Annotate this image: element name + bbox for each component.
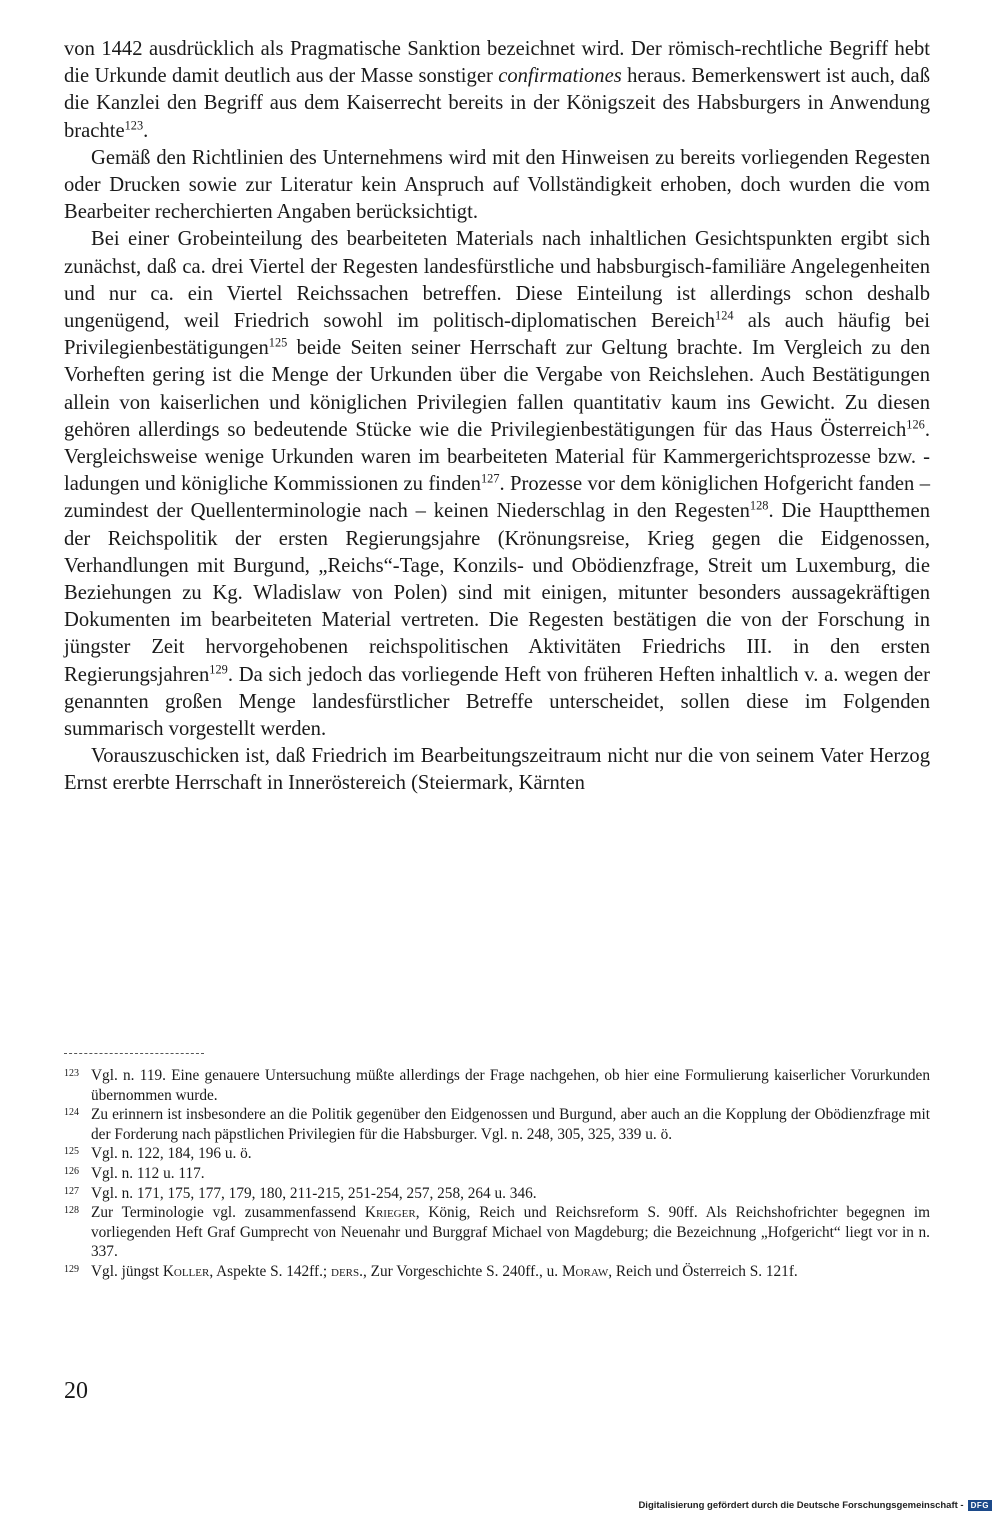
footnote-ref-126[interactable]: 126 — [906, 417, 925, 432]
footnote-number: 127 — [64, 1185, 79, 1197]
footnote-ref-127[interactable]: 127 — [480, 471, 500, 486]
footnote-129 — [64, 1262, 930, 1282]
footnote-number: 123 — [64, 1068, 79, 1079]
footnote-text: Vgl. n. 171, 175, 177, 179, 180, 211-215, 251-254, 257, 258, 264 u. 346. — [91, 1184, 537, 1202]
footnote-ref-123[interactable]: 123 — [124, 117, 144, 132]
author-name: Krieger — [364, 1204, 416, 1222]
digitization-credit — [638, 1500, 992, 1511]
footnote-ref-128[interactable]: 128 — [749, 498, 769, 513]
footnote-number: 126 — [64, 1165, 79, 1177]
footnote-number: 124 — [64, 1107, 79, 1119]
footnote-text: Vgl. n. 119. Eine genauere Untersuchung müßte allerdings der Frage nachgehen, ob hier eine Formulierung kaiserlicher Vorurkunden übernommen wurde. — [91, 1067, 930, 1104]
paragraph-2: Gemäß den Richtlinien des Unternehmens wird mit den Hinweisen zu bereits vorliegenden Regesten oder Drucken sowie zur Literatur kein Anspruch auf Vollständigkeit erhoben, doch wurden die vom Bearbeiter recherchierten Angaben berücksichtigt. — [64, 146, 930, 224]
paragraph-3: Bei einer Grobeinteilung des bearbeiteten Materials nach inhaltlichen Gesichtspunkten ergibt sich zunächst, daß ca. drei Viertel der Regesten landesfürstliche und habsburgisch-familiäre Angelegenheiten und nur ca. ein Viertel Reichssachen betreffen. Diese Einteilung ist allerdings schon deshalb ungenügend, weil Friedrich sowohl im politisch-diplomatischen Bereich$^{124}$ als auch häufig bei Privilegienbestätigungen$^{125}$ beide Seiten seiner Herrschaft zur Geltung brachte. Im Vergleich zu den Vorheften gering ist die Menge der Urkunden über die Vergabe von Reichslehen. Auch Bestätigungen allein von kaiserlichen und königlichen Privilegien fallen quantitativ kaum ins Gewicht. Zu diesen gehören allerdings so bedeutende Stücke wie die Privilegienbestätigungen für das Haus Österreich$^{126}$. Vergleichsweise wenige Urkunden waren im bearbeiteten Material für Kammergerichtsprozesse bzw. -ladungen und königliche Kommissionen zu finden$^{127}$. Prozesse vor dem königlichen Hofgericht fanden – zumindest der Quellenterminologie nach – keinen Niederschlag in den Regesten$^{128}$. Die Hauptthemen der Reichspolitik der ersten Regierungsjahre (Krönungsreise, Krieg gegen die Eidgenossen, Verhandlungen mit Burgund, „Reichs“-Tage, Konzils- und Obödienzfrage, Streit um Luxemburg, die Beziehungen zu Kg. Wladislaw von Polen) sind mit einigen, mitunter besonders aussagekräftigen Dokumenten im bearbeiteten Material vertreten. Die Regesten bestätigen die von der Forschung in jüngster Zeit hervorgehobenen reichspolitischen Aktivitäten Friedrichs III. in den ersten Regierungsjahren$^{129}$. Da sich jedoch das vorliegende Heft von früheren Heften inhaltlich v. a. wegen der genannten großen Menge landesfürstlicher Betreffe unterscheidet, sollen diese im Folgenden summarisch vorgestellt werden. — [64, 228, 930, 741]
footnote-text: Zu erinnern ist insbesondere an die Politik gegenüber den Eidgenossen und Burgund, aber auch an die Kopplung der Obödienzfrage mit der Forderung nach päpstlichen Privilegien für die Habsburger. Vgl. n. 248, 305, 325, 339 u. ö. — [91, 1106, 930, 1143]
author-name: ders. — [331, 1262, 363, 1280]
footnote-ref-125[interactable]: 125 — [268, 335, 288, 350]
footnote-ref-129[interactable]: 129 — [209, 662, 228, 677]
footnote-divider — [64, 1053, 204, 1054]
page-content — [64, 36, 930, 798]
page-number: 20 — [64, 1378, 88, 1404]
footnote-text: Vgl. jüngst Koller, Aspekte S. 142ff.; ders., Zur Vorgeschichte S. 240ff., u. Moraw, Reich und Österreich S. 121f. — [91, 1262, 798, 1280]
footnote-123 — [64, 1066, 930, 1105]
footnote-number: 128 — [64, 1205, 79, 1217]
credit-text: Digitalisierung gefördert durch die Deutsche Forschungsgemeinschaft - — [638, 1500, 964, 1511]
footnote-number: 129 — [64, 1263, 79, 1275]
footnote-127 — [64, 1184, 930, 1204]
footnote-128 — [64, 1203, 930, 1262]
footnote-text: Vgl. n. 122, 184, 196 u. ö. — [91, 1145, 252, 1163]
author-name: Koller — [162, 1262, 210, 1280]
footnote-125 — [64, 1144, 930, 1164]
footnote-text: Vgl. n. 112 u. 117. — [91, 1164, 205, 1182]
footnotes — [64, 1066, 930, 1282]
footnote-ref-124[interactable]: 124 — [715, 308, 734, 323]
author-name: Moraw — [561, 1262, 609, 1280]
footnote-126 — [64, 1164, 930, 1184]
body-text — [64, 36, 930, 798]
paragraph-4: Vorauszuschicken ist, daß Friedrich im Bearbeitungszeitraum nicht nur die von seinem Vater Herzog Ernst ererbte Herrschaft in Inneröstereich (Steiermark, Kärnten — [64, 745, 930, 795]
latin-term: confirmationes — [498, 65, 622, 88]
footnote-number: 125 — [64, 1146, 79, 1158]
dfg-logo: DFG — [968, 1500, 992, 1511]
footnote-text: Zur Terminologie vgl. zusammenfassend Krieger, König, Reich und Reichsreform S. 90ff. Als Reichshofrichter begegnen im vorliegenden Heft Graf Gumprecht von Neuenahr und Burggraf Michael von Magdeburg; die Bezeichnung „Hofgericht“ liegt vor in n. 337. — [91, 1204, 930, 1261]
footnote-124 — [64, 1105, 930, 1144]
paragraph-1: von 1442 ausdrücklich als Pragmatische Sanktion bezeichnet wird. Der römisch-rechtliche Begriff hebt die Urkunde damit deutlich aus der Masse sonstiger confirmationes heraus. Bemerkenswert ist auch, daß die Kanzlei den Begriff aus dem Kaiserrecht bereits in der Königszeit des Habsburgers in Anwendung brachte$^{123}$. — [64, 38, 930, 142]
